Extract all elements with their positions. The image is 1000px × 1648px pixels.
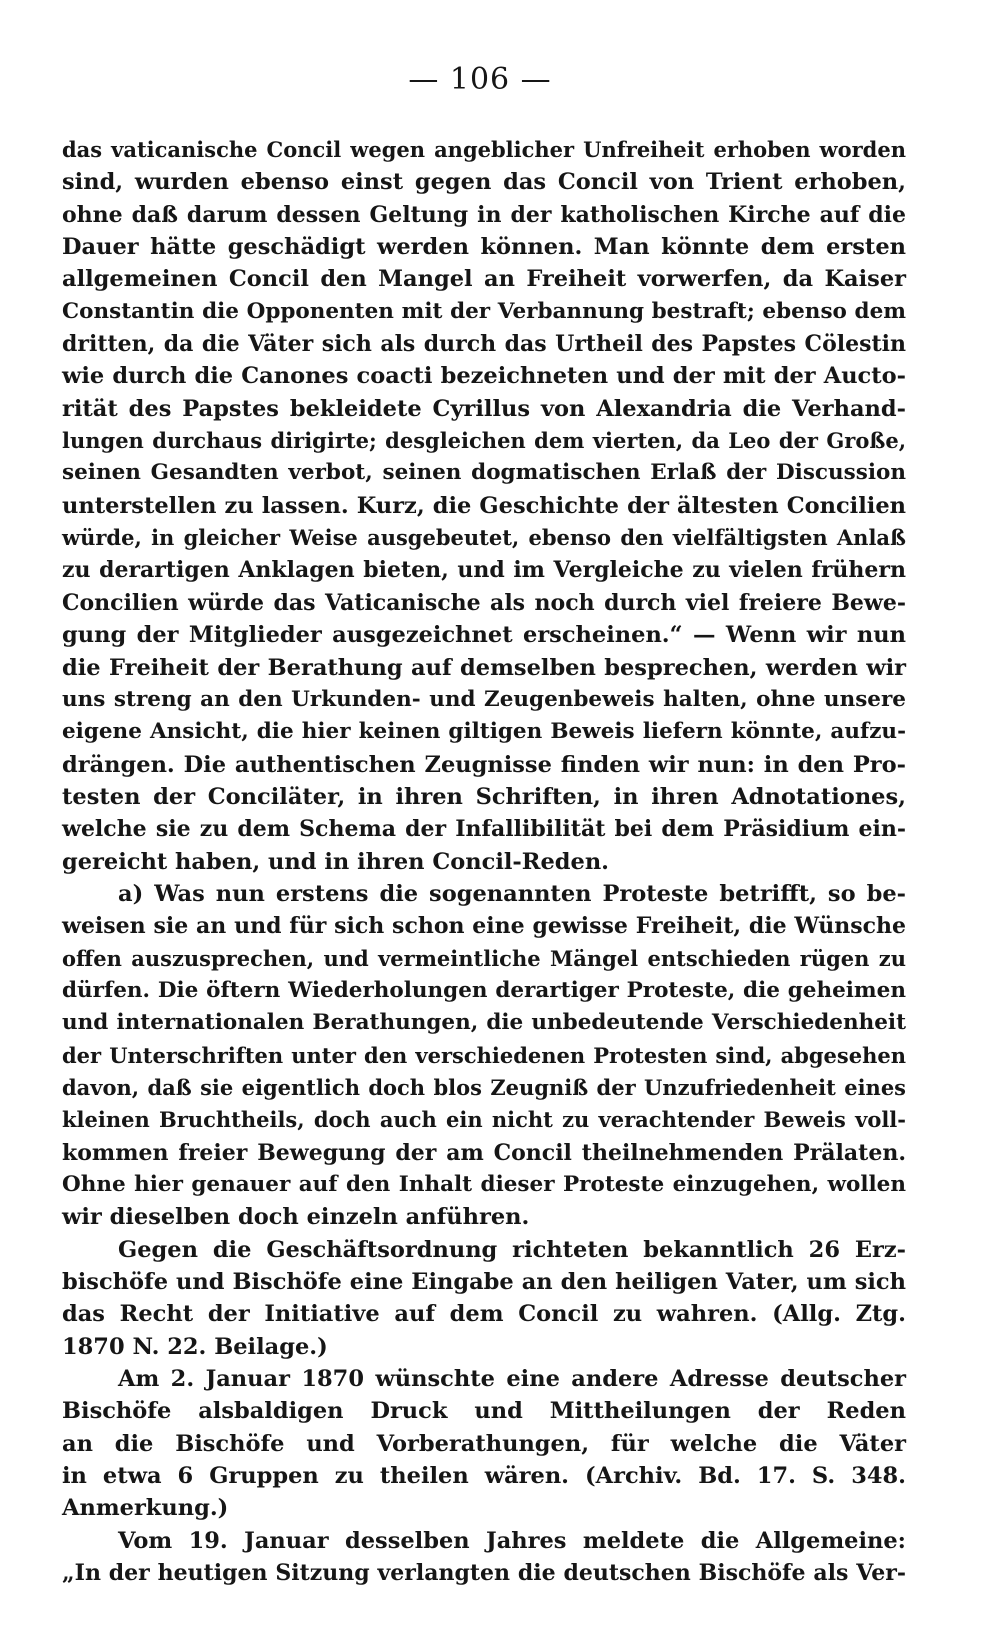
text-line: 1870 N. 22. Beilage.) <box>62 1333 328 1360</box>
text-line: wie durch die Canones coacti bezeichneten und der mit der Aucto- <box>62 363 906 390</box>
text-line: und internationalen Berathungen, die unbedeutende Verschiedenheit <box>62 1010 906 1036</box>
text-line: eigene Ansicht, die hier keinen giltigen Beweis liefern könnte, aufzu- <box>62 719 906 745</box>
text-line: würde, in gleicher Weise ausgebeutet, ebenso den vielfältigsten Anlaß <box>62 525 906 551</box>
text-line: an die Bischöfe und Vorberathungen, für welche die Väter <box>62 1430 906 1457</box>
text-line: drängen. Die authentischen Zeugnisse finden wir nun: in den Pro- <box>62 751 906 778</box>
text-line: der Unterschriften unter den verschiedenen Protesten sind, abgesehen <box>62 1042 906 1068</box>
text-line: testen der Conciläter, in ihren Schriften, in ihren Adnotationes, <box>62 783 906 810</box>
text-line: Constantin die Opponenten mit der Verbannung bestraft; ebenso dem <box>62 298 906 324</box>
text-line: Concilien würde das Vaticanische als noch durch viel freiere Bewe- <box>62 589 906 616</box>
text-line: gereicht haben, und in ihren Concil-Reden. <box>62 848 610 875</box>
body-text <box>62 134 906 1589</box>
text-line: in etwa 6 Gruppen zu theilen wären. (Archiv. Bd. 17. S. 348. <box>62 1463 906 1490</box>
text-line: Am 2. Januar 1870 wünschte eine andere Adresse deutscher <box>118 1366 906 1393</box>
text-line: unterstellen zu lassen. Kurz, die Geschichte der ältesten Concilien <box>62 492 906 519</box>
text-line: das Recht der Initiative auf dem Concil zu wahren. (Allg. Ztg. <box>62 1301 906 1328</box>
text-line: Vom 19. Januar desselben Jahres meldete die Allgemeine: <box>118 1527 906 1554</box>
text-line: bischöfe und Bischöfe eine Eingabe an den heiligen Vater, um sich <box>62 1269 906 1296</box>
text-line: die Freiheit der Berathung auf demselben besprechen, werden wir <box>62 654 906 681</box>
text-line: davon, daß sie eigentlich doch blos Zeugniß der Unzufriedenheit eines <box>62 1074 906 1100</box>
text-line: Anmerkung.) <box>62 1495 229 1522</box>
text-line: dritten, da die Väter sich als durch das Urtheil des Papstes Cölestin <box>62 331 906 358</box>
text-line: kommen freier Bewegung der am Concil theilnehmenden Prälaten. <box>62 1139 906 1166</box>
text-line: a) Was nun erstens die sogenannten Proteste betrifft, so be- <box>118 880 906 907</box>
page-number: — 106 — <box>408 62 552 97</box>
text-line: kleinen Bruchtheils, doch auch ein nicht zu verachtender Beweis voll- <box>62 1107 906 1133</box>
text-line: uns streng an den Urkunden- und Zeugenbeweis halten, ohne unsere <box>62 686 906 712</box>
text-line: „In der heutigen Sitzung verlangten die deutschen Bischöfe als Ver- <box>62 1560 906 1587</box>
text-line: ohne daß darum dessen Geltung in der katholischen Kirche auf die <box>62 201 906 228</box>
text-line: lungen durchaus dirigirte; desgleichen dem vierten, da Leo der Große, <box>62 428 906 454</box>
text-line: Bischöfe alsbaldigen Druck und Mittheilungen der Reden <box>62 1398 906 1425</box>
text-line: das vaticanische Concil wegen angeblicher Unfreiheit erhoben worden <box>62 137 906 162</box>
text-line: gung der Mitglieder ausgezeichnet erscheinen.“ — Wenn wir nun <box>62 622 906 649</box>
text-line: Dauer hätte geschädigt werden können. Man könnte dem ersten <box>62 234 906 261</box>
text-line: Ohne hier genauer auf den Inhalt dieser Proteste einzugehen, wollen <box>62 1172 906 1197</box>
text-line: rität des Papstes bekleidete Cyrillus von Alexandria die Verhand- <box>62 395 906 422</box>
text-line: seinen Gesandten verbot, seinen dogmatischen Erlaß der Discussion <box>62 460 906 486</box>
text-line: zu derartigen Anklagen bieten, und im Vergleiche zu vielen frühern <box>62 557 906 584</box>
text-line: weisen sie an und für sich schon eine gewisse Freiheit, die Wünsche <box>62 913 906 940</box>
text-line: dürfen. Die öftern Wiederholungen derartiger Proteste, die geheimen <box>62 977 906 1003</box>
text-line: sind, wurden ebenso einst gegen das Concil von Trient erhoben, <box>62 169 906 196</box>
text-line: offen auszusprechen, und vermeintliche Mängel entschieden rügen zu <box>62 945 906 971</box>
text-line: allgemeinen Concil den Mangel an Freiheit vorwerfen, da Kaiser <box>62 266 906 293</box>
text-line: Gegen die Geschäftsordnung richteten bekanntlich 26 Erz- <box>118 1236 906 1263</box>
text-line: welche sie zu dem Schema der Infallibilität bei dem Präsidium ein- <box>62 816 906 843</box>
text-line: wir dieselben doch einzeln anführen. <box>62 1204 530 1231</box>
